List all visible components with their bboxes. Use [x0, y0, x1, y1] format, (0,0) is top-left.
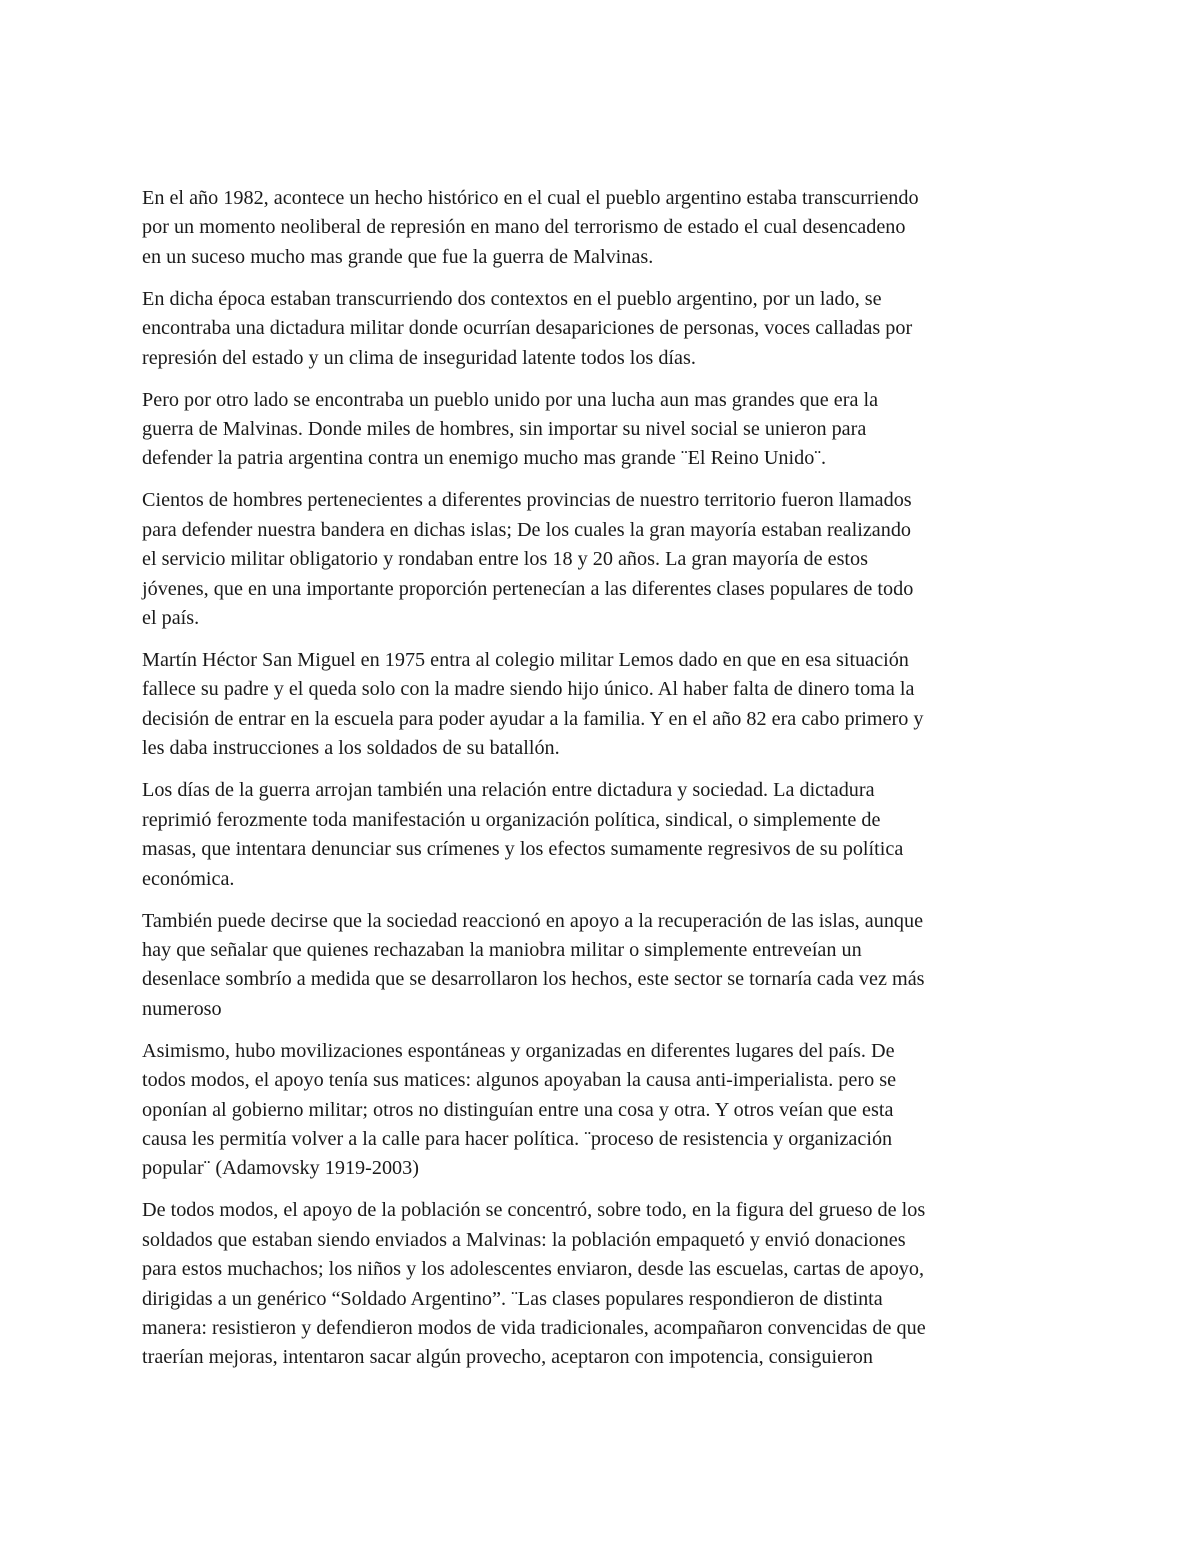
paragraph	[142, 1037, 1062, 1184]
text-line: por un momento neoliberal de represión en mano del terrorismo de estado el cual desencadeno	[142, 216, 906, 239]
text-line: fallece su padre y el queda solo con la madre siendo hijo único. Al haber falta de dinero toma la	[142, 678, 915, 701]
paragraph	[142, 907, 1062, 1025]
document-body	[142, 184, 1062, 1385]
paragraph	[142, 646, 1062, 764]
text-line: para defender nuestra bandera en dichas islas; De los cuales la gran mayoría estaban realizando	[142, 518, 912, 541]
text-line: También puede decirse que la sociedad reaccionó en apoyo a la recuperación de las islas, aunque	[142, 909, 924, 932]
text-line: traerían mejoras, intentaron sacar algún provecho, aceptaron con impotencia, consiguieron	[142, 1346, 873, 1369]
text-line: dirigidas a un genérico “Soldado Argentino”. ¨Las clases populares respondieron de distinta	[142, 1287, 883, 1310]
paragraph	[142, 386, 1062, 474]
text-line: Los días de la guerra arrojan también una relación entre dictadura y sociedad. La dictadura	[142, 779, 875, 802]
paragraph	[142, 486, 1062, 633]
text-line: De todos modos, el apoyo de la población se concentró, sobre todo, en la figura del grueso de los	[142, 1199, 926, 1222]
text-line: reprimió ferozmente toda manifestación u organización política, sindical, o simplemente de	[142, 808, 881, 831]
text-line: En dicha época estaban transcurriendo dos contextos en el pueblo argentino, por un lado, se	[142, 287, 882, 310]
text-line: causa les permitía volver a la calle para hacer política. ¨proceso de resistencia y organización	[142, 1127, 893, 1150]
text-line: el servicio militar obligatorio y rondaban entre los 18 y 20 años. La gran mayoría de estos	[142, 548, 868, 571]
text-line: Pero por otro lado se encontraba un pueblo unido por una lucha aun mas grandes que era la	[142, 388, 879, 411]
text-line: manera: resistieron y defendieron modos de vida tradicionales, acompañaron convencidas de que	[142, 1316, 926, 1339]
text-line: el país.	[142, 607, 200, 630]
paragraph	[142, 184, 1062, 272]
text-line: Martín Héctor San Miguel en 1975 entra al colegio militar Lemos dado en que en esa situación	[142, 649, 909, 672]
text-line: guerra de Malvinas. Donde miles de hombres, sin importar su nivel social se unieron para	[142, 418, 867, 441]
text-line: hay que señalar que quienes rechazaban la maniobra militar o simplemente entreveían un	[142, 938, 862, 961]
text-line: Asimismo, hubo movilizaciones espontáneas y organizadas en diferentes lugares del país. De	[142, 1039, 895, 1062]
text-line: En el año 1982, acontece un hecho histórico en el cual el pueblo argentino estaba transcurriendo	[142, 187, 919, 209]
text-line: en un suceso mucho mas grande que fue la guerra de Malvinas.	[142, 245, 654, 268]
text-line: oponían al gobierno militar; otros no distinguían entre una cosa y otra. Y otros veían que esta	[142, 1098, 894, 1121]
text-line: represión del estado y un clima de inseguridad latente todos los días.	[142, 346, 696, 369]
paragraph	[142, 1196, 1062, 1372]
text-line: soldados que estaban siendo enviados a Malvinas: la población empaquetó y envió donaciones	[142, 1228, 906, 1251]
text-line: masas, que intentara denunciar sus crímenes y los efectos sumamente regresivos de su política	[142, 838, 904, 861]
text-line: todos modos, el apoyo tenía sus matices: algunos apoyaban la causa anti-imperialista. pero se	[142, 1069, 897, 1092]
text-line: jóvenes, que en una importante proporción pertenecían a las diferentes clases populares de todo	[142, 577, 914, 600]
text-line: popular¨ (Adamovsky 1919-2003)	[142, 1157, 419, 1180]
paragraph	[142, 285, 1062, 373]
text-line: les daba instrucciones a los soldados de su batallón.	[142, 737, 560, 760]
paragraph	[142, 776, 1062, 894]
text-line: para estos muchachos; los niños y los adolescentes enviaron, desde las escuelas, cartas de apoyo,	[142, 1258, 925, 1281]
text-line: decisión de entrar en la escuela para poder ayudar a la familia. Y en el año 82 era cabo primero y	[142, 707, 924, 730]
text-line: defender la patria argentina contra un enemigo mucho mas grande ¨El Reino Unido¨.	[142, 447, 827, 470]
text-line: numeroso	[142, 997, 222, 1020]
text-line: desenlace sombrío a medida que se desarrollaron los hechos, este sector se tornaría cada vez más	[142, 968, 925, 991]
text-line: encontraba una dictadura militar donde ocurrían desapariciones de personas, voces calladas por	[142, 317, 913, 340]
text-line: económica.	[142, 867, 235, 890]
text-line: Cientos de hombres pertenecientes a diferentes provincias de nuestro territorio fueron llamados	[142, 489, 912, 512]
